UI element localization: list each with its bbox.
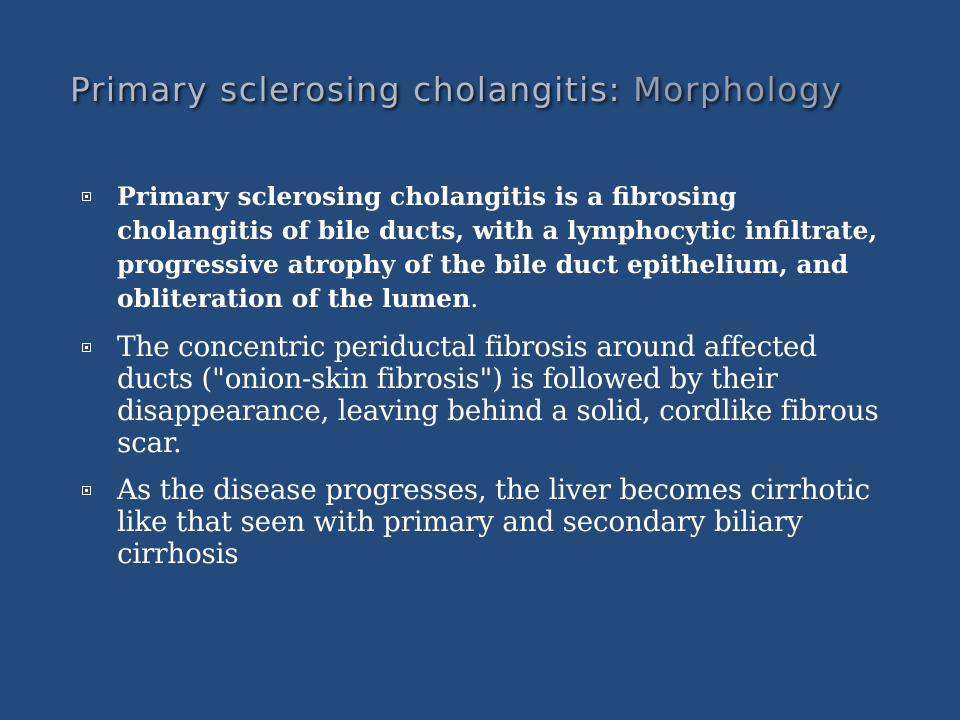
bullet-text: As the disease progresses, the liver becomes cirrhotic like that seen with primary and secondary biliary cirrhosis — [117, 473, 870, 570]
bullet-text: Primary sclerosing cholangitis is a fibrosing cholangitis of bile ducts, with a lymphocytic infiltrate, progressive atrophy of the bile duct epithelium, and obliteration of the lumen — [117, 182, 878, 313]
square-bullet-icon — [82, 343, 91, 352]
bullet-item — [80, 474, 900, 570]
bullet-trailing: . — [470, 284, 479, 313]
bullet-text: The concentric periductal fibrosis around affected ducts ("onion-skin fibrosis") is followed by their disappearance, leaving behind a solid, cordlike fibrous scar. — [117, 330, 879, 459]
title-main: Primary sclerosing cholangitis: — [70, 70, 622, 109]
square-bullet-icon — [82, 486, 91, 495]
square-bullet-icon — [82, 192, 91, 201]
bullet-item — [80, 331, 900, 459]
title-subtitle: Morphology — [633, 70, 843, 109]
slide-title — [70, 70, 930, 109]
bullet-item — [80, 180, 900, 316]
bullet-list — [80, 180, 900, 585]
